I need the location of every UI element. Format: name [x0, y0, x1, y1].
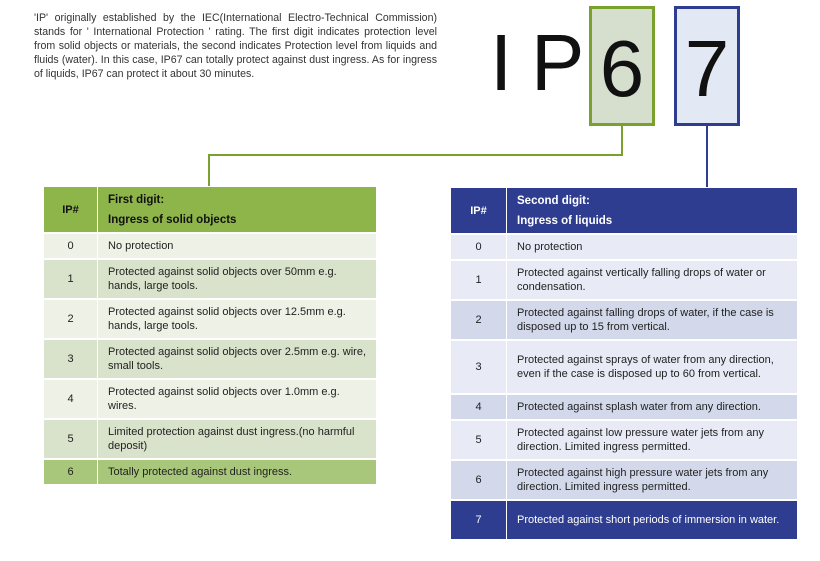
ip-number: 6 — [451, 461, 507, 499]
ip-letter-i: I — [490, 18, 513, 107]
ip-number: 7 — [451, 501, 507, 539]
table-row — [44, 260, 376, 298]
green-connector-vertical-top — [621, 126, 623, 155]
ip-number: 5 — [451, 421, 507, 459]
table-row — [44, 420, 376, 458]
green-connector-horizontal — [208, 154, 623, 156]
ip-description: Limited protection against dust ingress.(no harmful deposit) — [98, 420, 376, 458]
table-row — [44, 460, 376, 484]
liquids-title — [507, 188, 797, 233]
solids-table — [44, 185, 376, 486]
ip-description: No protection — [507, 235, 797, 259]
liquids-col-ip: IP# — [451, 188, 507, 233]
ip-number: 1 — [451, 261, 507, 299]
solids-title-line2: Ingress of solid objects — [108, 213, 237, 226]
ip-number: 6 — [44, 460, 98, 484]
ip-number: 4 — [451, 395, 507, 419]
table-row — [44, 300, 376, 338]
ip-description: Protected against falling drops of water, if the case is disposed up to 15 from vertical. — [507, 301, 797, 339]
ip-description: Protected against splash water from any direction. — [507, 395, 797, 419]
ip-number: 5 — [44, 420, 98, 458]
table-row — [44, 380, 376, 418]
ip-number: 1 — [44, 260, 98, 298]
second-digit-box: 7 — [674, 6, 740, 126]
ip-number: 0 — [44, 234, 98, 258]
solids-col-ip: IP# — [44, 187, 98, 232]
table-row — [44, 340, 376, 378]
ip-description: Protected against low pressure water jets from any direction. Limited ingress permitted. — [507, 421, 797, 459]
ip-description: Protected against high pressure water jets from any direction. Limited ingress permitted. — [507, 461, 797, 499]
ip-description: Protected against short periods of immersion in water. — [507, 501, 797, 539]
liquids-table — [451, 186, 797, 541]
table-row — [451, 501, 797, 539]
liquids-title-line2: Ingress of liquids — [517, 214, 613, 227]
table-row — [44, 234, 376, 258]
solids-title-line1: First digit: — [108, 193, 165, 206]
solids-title — [98, 187, 376, 232]
ip-description: Protected against solid objects over 2.5mm e.g. wire, small tools. — [98, 340, 376, 378]
table-row — [451, 235, 797, 259]
ip-number: 0 — [451, 235, 507, 259]
table-row — [451, 395, 797, 419]
ip-description: Protected against vertically falling drops of water or condensation. — [507, 261, 797, 299]
ip-description: Protected against solid objects over 50mm e.g. hands, large tools. — [98, 260, 376, 298]
blue-connector-vertical — [706, 126, 708, 187]
table-row — [451, 301, 797, 339]
ip-letter-p: P — [531, 18, 585, 107]
ip-number: 2 — [451, 301, 507, 339]
ip-number: 3 — [451, 341, 507, 393]
ip-description: Protected against sprays of water from any direction, even if the case is disposed up to 60 from vertical. — [507, 341, 797, 393]
ip-description: No protection — [98, 234, 376, 258]
green-connector-vertical-bottom — [208, 154, 210, 186]
liquids-table-header — [451, 188, 797, 233]
table-row — [451, 421, 797, 459]
first-digit-box: 6 — [589, 6, 655, 126]
ip-number: 4 — [44, 380, 98, 418]
table-row — [451, 461, 797, 499]
table-row — [451, 341, 797, 393]
ip-description: Protected against solid objects over 12.5mm e.g. hands, large tools. — [98, 300, 376, 338]
ip-number: 2 — [44, 300, 98, 338]
intro-paragraph: 'IP' originally established by the IEC(International Electro-Technical Commission) stands for ' International Protection ' rating. The first digit indicates protection level from solid objects or materials, the second indicates Protection level from liquids and fluids (water). In this case, IP67 can totally protect against dust ingress. As for ingress of liquids, IP67 can protect it about 30 minutes. — [34, 12, 437, 80]
table-row — [451, 261, 797, 299]
solids-table-header — [44, 187, 376, 232]
ip-number: 3 — [44, 340, 98, 378]
liquids-title-line1: Second digit: — [517, 194, 590, 207]
ip-description: Totally protected against dust ingress. — [98, 460, 376, 484]
ip-description: Protected against solid objects over 1.0mm e.g. wires. — [98, 380, 376, 418]
